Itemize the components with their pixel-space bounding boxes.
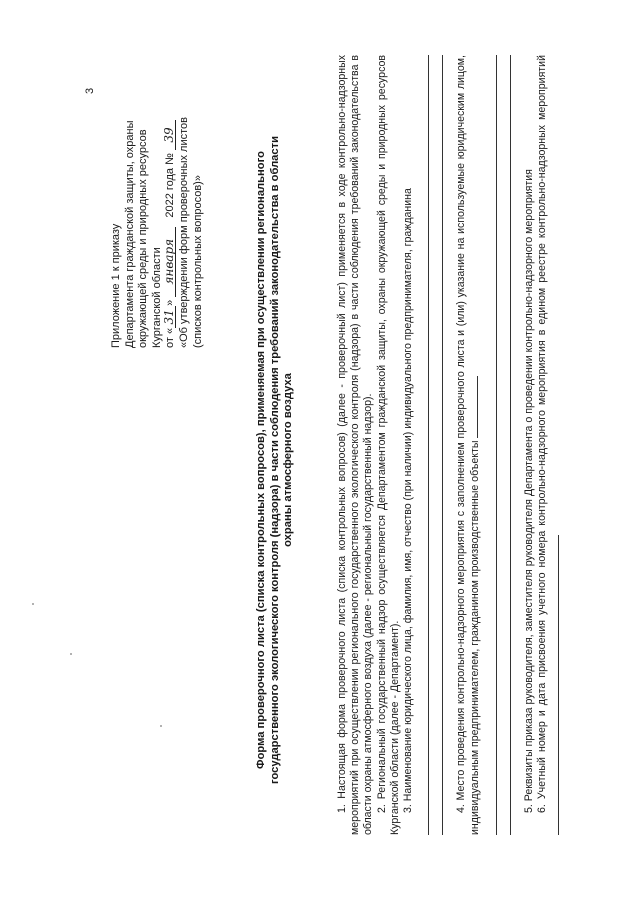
- date-prefix: от «: [164, 327, 177, 348]
- fill-line: [496, 55, 497, 835]
- scan-speck: [70, 653, 72, 655]
- date-year: 2022 года №: [164, 153, 177, 218]
- appendix-date-line: [164, 48, 178, 348]
- appendix-line: Департамента гражданской защиты, охраны: [123, 120, 136, 348]
- paragraph-6-text: 6. Учетный номер и дата присвоения учетного номера контрольно-надзорного мероприятия в едином реестре контрольно-надзорных мероприятий: [535, 55, 548, 813]
- appendix-line: Курганской области: [150, 247, 163, 348]
- document-title: [255, 75, 296, 845]
- paragraph-1: 1. Настоящая форма проверочного листа (списка контрольных вопросов) (далее - проверочный лист) применяется в ходе контрольно-надзорных мероприятий при осуществлении регионального государственного экологического контроля (надзора) в части соблюдения требований законодательства в области охраны атмосферного воздуха (далее - региональный государственный надзор).: [336, 55, 375, 835]
- title-line: государственного экологического контроля (надзора) в части соблюдения требований законодательства в области: [268, 136, 281, 785]
- fill-line: [468, 376, 478, 438]
- title-line: охраны атмосферного воздуха: [282, 373, 295, 547]
- page-number: 3: [84, 87, 96, 94]
- order-number-handwritten: 39: [164, 120, 176, 150]
- scan-speck: [160, 725, 162, 727]
- title-line: Форма проверочного листа (списка контрольных вопросов), применяемая при осуществлении регионального: [255, 151, 267, 769]
- date-mid: »: [164, 299, 177, 306]
- appendix-line: окружающей среды и природных ресурсов: [137, 129, 150, 348]
- appendix-line: «Об утверждении форм проверочных листов: [177, 117, 190, 348]
- paragraph-6: [536, 55, 563, 835]
- fill-line: [428, 55, 429, 835]
- paragraph-5: 5. Реквизиты приказа руководителя, заместителя руководителя Департамента о проведении контрольно-надзорного мероприятия: [522, 169, 535, 813]
- scan-speck: [32, 603, 34, 605]
- document-body: [336, 55, 563, 835]
- appendix-line: (списков контрольных вопросов)»: [191, 175, 204, 348]
- paragraph-4: [455, 55, 482, 835]
- paragraph-2: 2. Региональный государственный надзор осуществляется Департаментом гражданской защиты, охраны окружающей среды и природных ресурсов Курганской области (далее - Департамент).: [375, 55, 401, 835]
- appendix-line: Приложение 1 к приказу: [110, 223, 122, 348]
- appendix-header: [110, 48, 205, 348]
- paragraph-4-text: 4. Место проведения контрольно-надзорного мероприятия с заполнением проверочного листа и (или) указание на используемые юридическим лицом, индивидуальным предпринимателем, гражданином производственные объекты: [455, 55, 482, 835]
- date-month-handwritten: января: [164, 227, 176, 297]
- fill-line: [549, 535, 559, 835]
- paragraph-3: 3. Наименование юридического лица, фамилия, имя, отчество (при наличии) индивидуального предпринимателя, гражданина: [402, 188, 415, 813]
- date-day-handwritten: 31: [164, 306, 176, 328]
